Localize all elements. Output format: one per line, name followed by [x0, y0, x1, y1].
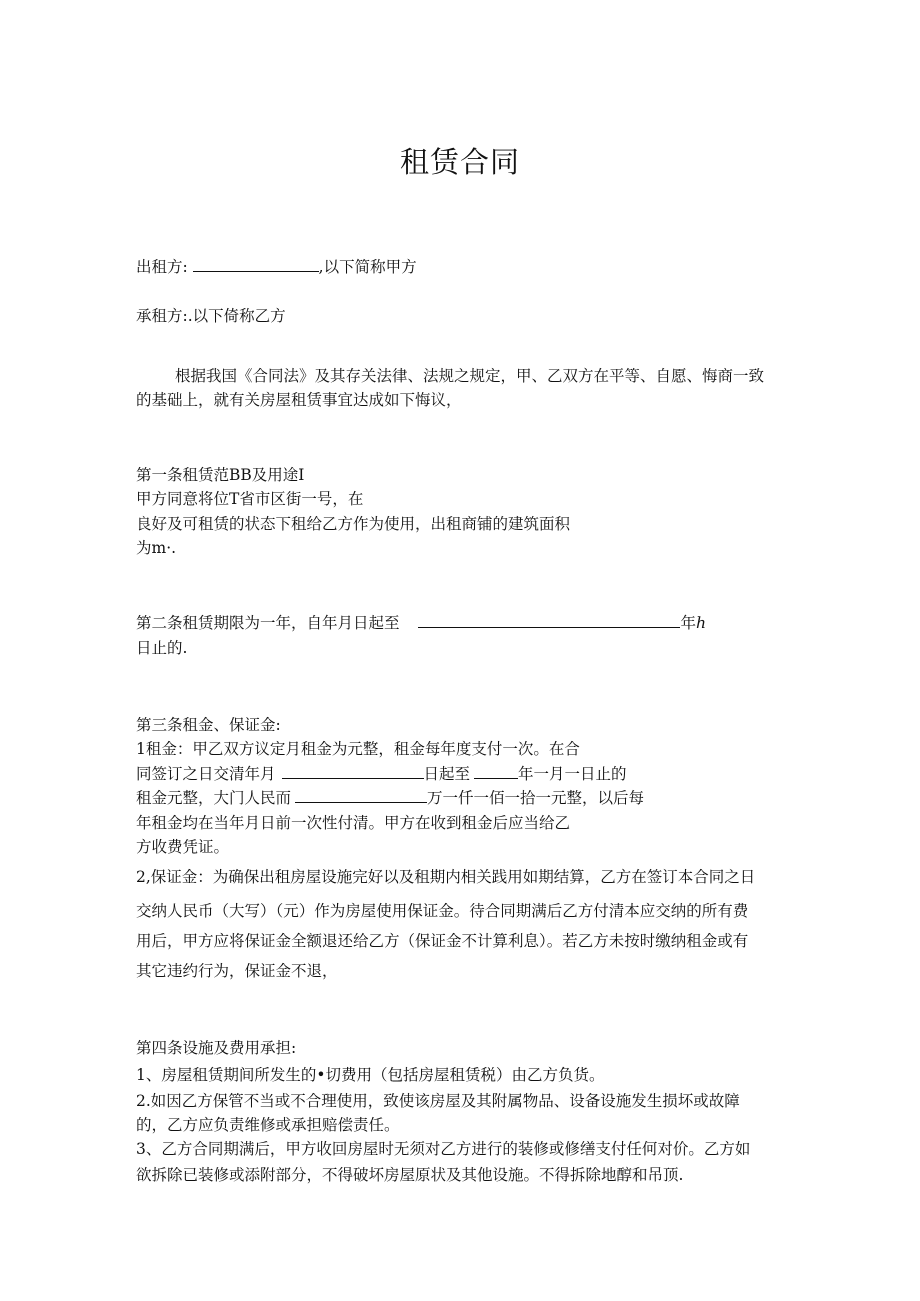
preamble-line-1: 根据我国《合同法》及其存关法律、法规之规定，甲、乙双方在平等、自愿、悔商一致: [175, 367, 765, 385]
rent-line-3-a: 租金元整，大门人民而: [136, 789, 292, 807]
rent-line-2-c: 年一月一日止的: [518, 765, 627, 783]
rent-line-2-b: 日起至: [423, 765, 471, 783]
preamble-line-2: 的基础上，就有关房屋租赁事宜达成如下悔议，: [136, 391, 462, 409]
rent-line-2-a: 同签订之日交清年月: [136, 765, 276, 783]
lessor-suffix: ,以下简称甲方: [318, 258, 417, 276]
rent-period-end-blank[interactable]: [474, 763, 518, 779]
article1-line-2: 良好及可租赁的状态下租给乙方作为使用，出租商铺的建筑面积: [136, 515, 571, 533]
article1-heading: 第一条租赁范BB及用途I: [136, 466, 305, 484]
article4-line-1: 1、房屋租赁期间所发生的•切费用（包括房屋租赁税）由乙方负货。: [136, 1066, 605, 1084]
rent-amount-blank[interactable]: [295, 787, 427, 803]
rent-line-4: 年租金均在当年月日前一次性付清。甲方在收到租金后应当给乙: [136, 814, 571, 832]
lessor-label: 出租方:: [136, 258, 188, 276]
rent-line-3-b: 万一仟一佰一拾一元整，以后每: [427, 789, 645, 807]
deposit-line-2: 交纳人民币（大写）（元）作为房屋使用保证金。待合同期满后乙方付清本应交纳的所有费: [136, 902, 749, 920]
deposit-line-3: 用后，甲方应将保证金全额退还给乙方（保证金不计算利息）。若乙方未按时缴纳租金或有: [136, 932, 749, 950]
article4-line-4: 3、乙方合同期满后，甲方收回房屋时无须对乙方进行的装修或修缮支付任何对价。乙方如: [136, 1140, 751, 1158]
article2-line-2: 日止的.: [136, 639, 188, 657]
article4-line-5: 欲拆除已装修或添附部分，不得破坏房屋原状及其他设施。不得拆除地醇和吊顶.: [136, 1166, 684, 1184]
article1-line-1: 甲方同意将位T省市区街一号，在: [136, 490, 364, 508]
deposit-line-4: 其它违约行为，保证金不退，: [136, 962, 338, 980]
document-title: 租赁合同: [399, 145, 520, 179]
deposit-line-1: 2,保证金：为确保出租房屋设施完好以及租期内相关践用如期结算，乙方在签订本合同之日: [136, 868, 756, 886]
article2-line-1: [136, 611, 706, 635]
article2-text: 第二条租赁期限为一年，自年月日起至: [136, 614, 400, 632]
article4-line-3: 的，乙方应负责维修或承担赔偿责任。: [136, 1116, 400, 1134]
article4-heading: 第四条设施及费用承担:: [136, 1039, 297, 1057]
article2-suffix: 年ℎ: [680, 614, 706, 632]
lessor-line: [136, 255, 417, 279]
rent-line-2: [136, 762, 627, 786]
lessor-name-blank[interactable]: [193, 256, 319, 272]
lessee-line: 承租方:.以下倚称乙方: [136, 307, 286, 325]
lease-end-year-blank[interactable]: [418, 612, 680, 628]
article4-line-2: 2.如因乙方保管不当或不合理使用，致使该房屋及其附属物品、设备设施发生损坏或故障: [136, 1092, 740, 1110]
rent-line-1: 1租金：甲乙双方议定月租金为元整，租金每年度支付一次。在合: [136, 740, 580, 758]
article1-line-3: 为m·.: [136, 539, 177, 557]
rent-line-5: 方收费凭证。: [136, 838, 230, 856]
rent-period-start-blank[interactable]: [282, 763, 424, 779]
rent-line-3: [136, 786, 644, 810]
article3-heading: 第三条租金、保证金:: [136, 716, 281, 734]
